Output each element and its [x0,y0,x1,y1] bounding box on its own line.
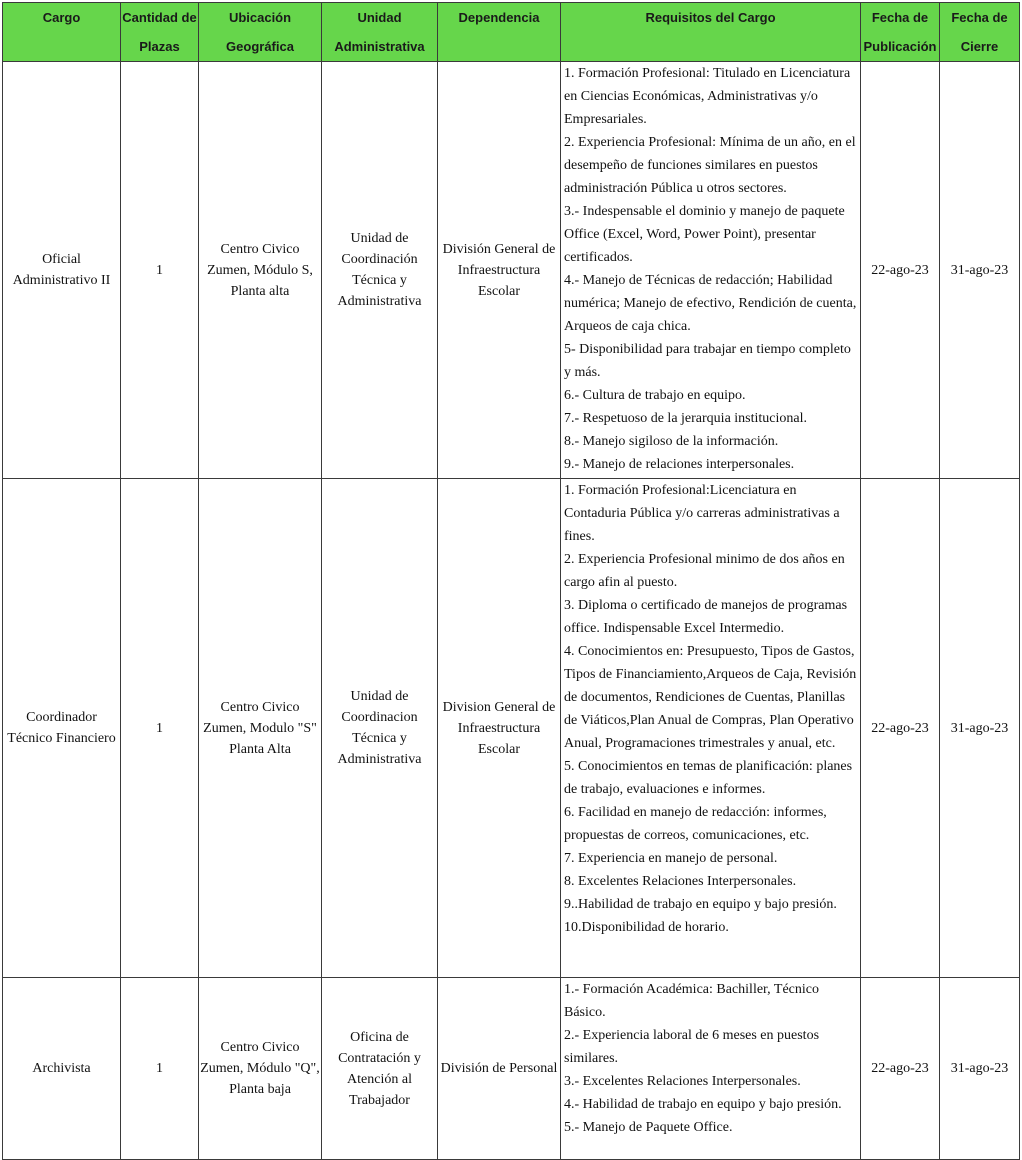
cell-ubicacion: Centro Civico Zumen, Módulo "Q", Planta baja [199,978,322,1160]
requisito-item: 4.- Manejo de Técnicas de redacción; Habilidad numérica; Manejo de efectivo, Rendición de cuenta, Arqueos de caja chica. [564,273,857,334]
table-row [3,978,1020,1160]
requisito-item: 6. Facilidad en manejo de redacción: informes, propuestas de correos, comunicaciones, etc. [564,805,827,843]
requisito-item: 6.- Cultura de trabajo en equipo. [564,388,746,403]
requisito-item: 9..Habilidad de trabajo en equipo y bajo presión. [564,897,837,912]
cell-cargo: Archivista [3,978,121,1160]
requisito-item: 1. Formación Profesional:Licenciatura en Contaduria Pública y/o carreras administrativas a fines. [564,483,840,544]
requisito-item: 2.- Experiencia laboral de 6 meses en puestos similares. [564,1028,820,1066]
header-fecha-publicacion: Fecha de Publicación [861,3,940,62]
cell-cantidad: 1 [121,978,199,1160]
cell-unidad: Oficina de Contratación y Atención al Trabajador [322,978,438,1160]
requisito-item: 4. Conocimientos en: Presupuesto, Tipos de Gastos, Tipos de Financiamiento,Arqueos de Caja, Revisión de documentos, Rendiciones de Cuentas, Planillas de Viáticos,Plan Anual de Compras, Plan Operativo Anual, Programaciones trimestrales y anual, etc. [564,644,857,751]
header-requisitos: Requisitos del Cargo [561,3,861,62]
header-cargo: Cargo [3,3,121,62]
cell-fecha-publicacion: 22-ago-23 [861,978,940,1160]
table-header-row [3,3,1020,62]
requisito-item: 8. Excelentes Relaciones Interpersonales. [564,874,797,889]
cell-dependencia: Division General de Infraestructura Escolar [438,479,561,978]
header-cantidad: Cantidad de Plazas [121,3,199,62]
header-unidad: Unidad Administrativa [322,3,438,62]
cell-unidad: Unidad de Coordinación Técnica y Administrativa [322,62,438,479]
cell-dependencia: División de Personal [438,978,561,1160]
cell-fecha-publicacion: 22-ago-23 [861,62,940,479]
requisito-item: 5- Disponibilidad para trabajar en tiempo completo y más. [564,342,851,380]
header-fecha-cierre: Fecha de Cierre [940,3,1020,62]
cell-cargo: Coordinador Técnico Financiero [3,479,121,978]
requisito-item: 5. Conocimientos en temas de planificación: planes de trabajo, evaluaciones e informes. [564,759,853,797]
requisito-item: 1. Formación Profesional: Titulado en Licenciatura en Ciencias Económicas, Administrativas y/o Empresariales. [564,66,851,127]
cell-fecha-cierre: 31-ago-23 [940,978,1020,1160]
cell-fecha-publicacion: 22-ago-23 [861,479,940,978]
requisito-item: 1.- Formación Académica: Bachiller, Técnico Básico. [564,982,819,1020]
cell-cargo: Oficial Administrativo II [3,62,121,479]
cell-ubicacion: Centro Civico Zumen, Modulo "S" Planta Alta [199,479,322,978]
requisito-item: 8.- Manejo sigiloso de la información. [564,434,779,449]
cell-requisitos [561,62,861,479]
requisito-item: 3. Diploma o certificado de manejos de programas office. Indispensable Excel Intermedio. [564,598,848,636]
requisito-item: 7.- Respetuoso de la jerarquia institucional. [564,411,807,426]
requisito-item: 3.- Excelentes Relaciones Interpersonales. [564,1074,801,1089]
cell-fecha-cierre: 31-ago-23 [940,62,1020,479]
requisito-item: 9.- Manejo de relaciones interpersonales. [564,457,795,472]
requisito-item: 5.- Manejo de Paquete Office. [564,1120,733,1135]
requisito-item: 2. Experiencia Profesional minimo de dos años en cargo afin al puesto. [564,552,845,590]
table-row [3,479,1020,978]
cell-ubicacion: Centro Civico Zumen, Módulo S, Planta alta [199,62,322,479]
requisito-item: 4.- Habilidad de trabajo en equipo y bajo presión. [564,1097,842,1112]
header-ubicacion: Ubicación Geográfica [199,3,322,62]
cell-dependencia: División General de Infraestructura Escolar [438,62,561,479]
job-openings-table [2,2,1020,1160]
requisito-item: 7. Experiencia en manejo de personal. [564,851,778,866]
cell-cantidad: 1 [121,479,199,978]
cell-unidad: Unidad de Coordinacion Técnica y Administrativa [322,479,438,978]
table-row [3,62,1020,479]
requisito-item: 10.Disponibilidad de horario. [564,920,729,935]
header-dependencia: Dependencia [438,3,561,62]
cell-fecha-cierre: 31-ago-23 [940,479,1020,978]
cell-requisitos [561,978,861,1160]
cell-requisitos [561,479,861,978]
requisito-item: 2. Experiencia Profesional: Mínima de un año, en el desempeño de funciones similares en puestos administración Pública u otros sectores. [564,135,856,196]
requisito-item: 3.- Indespensable el dominio y manejo de paquete Office (Excel, Word, Power Point), presentar certificados. [564,204,845,265]
cell-cantidad: 1 [121,62,199,479]
